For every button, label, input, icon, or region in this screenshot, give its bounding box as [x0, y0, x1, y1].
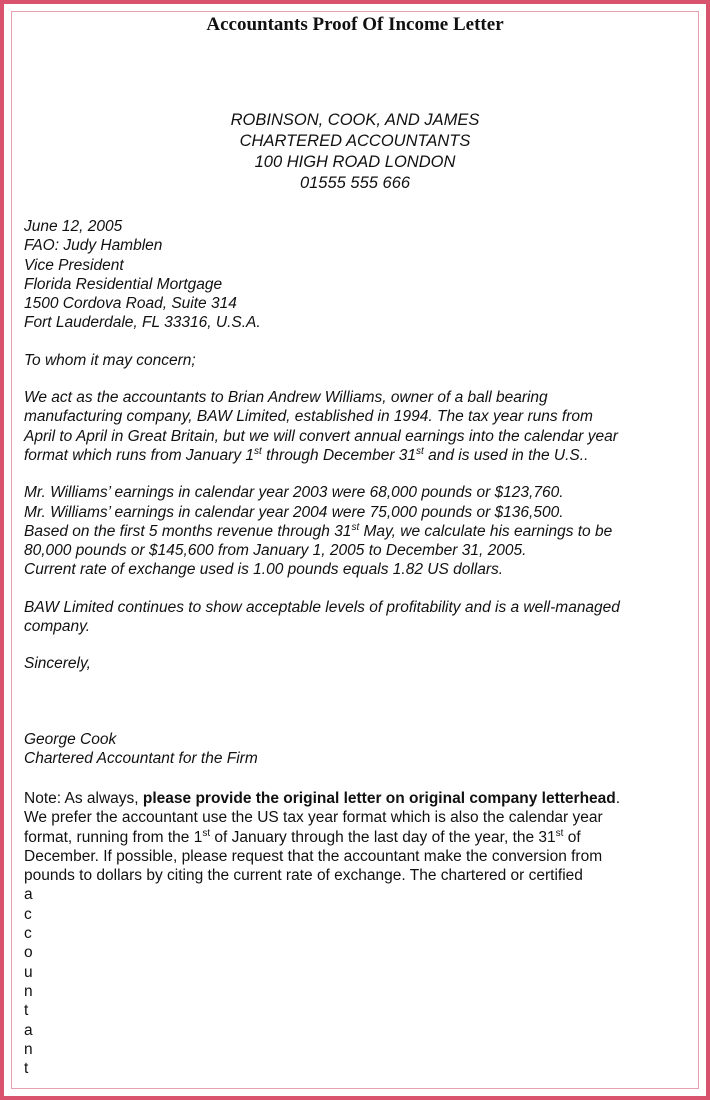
vertical-letter: t: [24, 1002, 29, 1020]
firm-phone: 01555 555 666: [299, 174, 411, 192]
vertical-letter: a: [24, 1021, 33, 1039]
closing: Sincerely,: [24, 655, 91, 673]
vertical-letter: c: [24, 905, 32, 923]
vertical-letter: c: [24, 925, 32, 943]
vertical-letter: u: [24, 963, 33, 981]
vertical-letter: t: [24, 1060, 29, 1078]
vertical-letter: n: [24, 982, 33, 1000]
vertical-letter: a: [24, 886, 33, 904]
signature-role: Chartered Accountant for the Firm: [24, 749, 258, 767]
document-title: Accountants Proof Of Income Letter: [206, 14, 504, 35]
paragraph-3: BAW Limited continues to show acceptable levels of profitability and is a well-managed company.: [24, 598, 620, 636]
recipient-company: Florida Residential Mortgage: [24, 275, 223, 293]
recipient-title: Vice President: [24, 256, 124, 274]
recipient-block: [24, 217, 684, 333]
letterhead: [0, 110, 710, 194]
signature-name: George Cook: [24, 730, 117, 748]
note-section: Note: As always, please provide the original letter on original company letterhead. We prefer the accountant use the US tax year format which is also the calendar year format, running from the 1st of January through the last day of the year, the 31st of December. If possible, please request that the accountant make the conversion from pounds to dollars by citing the current rate of exchange. The chartered or certified a c c o u n t a n t: [24, 789, 684, 1078]
recipient-street: 1500 Cordova Road, Suite 314: [24, 295, 237, 313]
vertical-text: [24, 885, 684, 1078]
firm-name: ROBINSON, COOK, AND JAMES: [230, 111, 480, 129]
vertical-letter: o: [24, 944, 33, 962]
letter-body: [24, 217, 684, 786]
recipient-city: Fort Lauderdale, FL 33316, U.S.A.: [24, 314, 261, 332]
firm-descriptor: CHARTERED ACCOUNTANTS: [239, 132, 471, 150]
recipient-fao: FAO: Judy Hamblen: [24, 237, 163, 255]
signature-block: [24, 730, 684, 769]
vertical-letter: n: [24, 1040, 33, 1058]
paragraph-2: Mr. Williams’ earnings in calendar year 2003 were 68,000 pounds or $123,760. Mr. Williams’ earnings in calendar year 2004 were 75,000 pounds or $136,500. Based on the first 5 months revenue through 31st May, we calculate his earnings to be 80,000 pounds or $145,600 from January 1, 2005 to December 31, 2005. Current rate of exchange used is 1.00 pounds equals 1.82 US dollars.: [24, 484, 613, 579]
firm-address: 100 HIGH ROAD LONDON: [254, 153, 456, 171]
salutation: To whom it may concern;: [24, 351, 196, 369]
paragraph-1: We act as the accountants to Brian Andrew Williams, owner of a ball bearing manufacturing company, BAW Limited, established in 1994. The tax year runs from April to April in Great Britain, but we will convert annual earnings into the calendar year format which runs from January 1st through December 31st and is used in the U.S..: [24, 389, 618, 464]
letter-date: June 12, 2005: [24, 218, 123, 235]
